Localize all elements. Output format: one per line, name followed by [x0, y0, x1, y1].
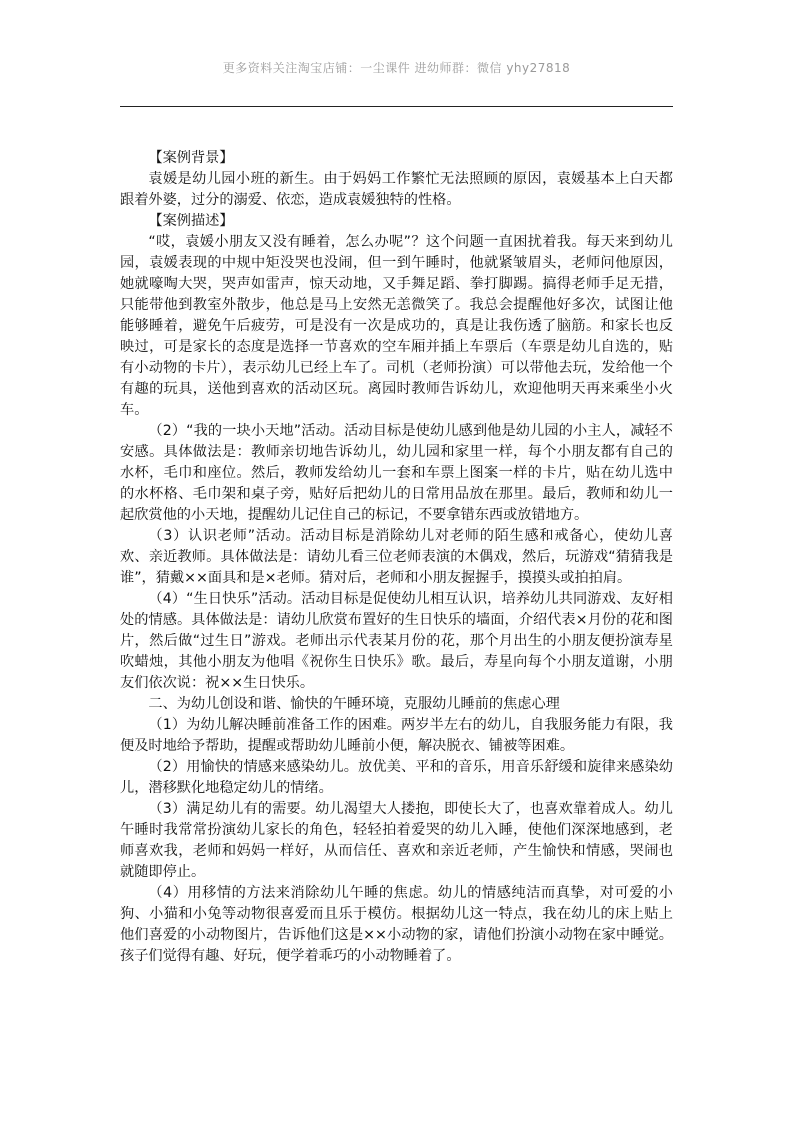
- section-heading-background: 【案例背景】: [148, 150, 234, 166]
- document-body: [120, 148, 673, 967]
- paragraph-activity-3: （3）认识老师”活动。活动目标是消除幼儿对老师的陌生感和戒备心，使幼儿喜欢、亲近教师。具体做法是：请幼儿看三位老师表演的木偶戏，然后，玩游戏“猜猜我是谁”，猜戴××面具和是×老师。猜对后，老师和小朋友握握手，摸摸头或拍拍肩。: [120, 528, 673, 586]
- section-heading-description: 【案例描述】: [148, 213, 234, 229]
- paragraph-background: 袁媛是幼儿园小班的新生。由于妈妈工作繁忙无法照顾的原因，袁媛基本上白天都跟着外婆，过分的溺爱、依恋，造成袁媛独特的性格。: [120, 171, 673, 208]
- paragraph-nap-1: （1）为幼儿解决睡前准备工作的困难。两岁半左右的幼儿，自我服务能力有限，我便及时地给予帮助，提醒或帮助幼儿睡前小便，解决脱衣、铺被等困难。: [120, 717, 673, 754]
- header-divider: [120, 106, 673, 107]
- section-heading-nap-environment: 二、为幼儿创设和谐、愉快的午睡环境，克服幼儿睡前的焦虑心理: [148, 696, 560, 712]
- paragraph-activity-4: （4）“生日快乐”活动。活动目标是促使幼儿相互认识，培养幼儿共同游戏、友好相处的情感。具体做法是：请幼儿欣赏布置好的生日快乐的墙面，介绍代表×月份的花和图片，然后做“过生日”游戏。老师出示代表某月份的花，那个月出生的小朋友便扮演寿星吹蜡烛，其他小朋友为他唱《祝你生日快乐》歌。最后，寿星向每个小朋友道谢，小朋友们依次说：祝××生日快乐。: [120, 591, 673, 691]
- paragraph-nap-2: （2）用愉快的情感来感染幼儿。放优美、平和的音乐，用音乐舒缓和旋律来感染幼儿，潜移默化地稳定幼儿的情绪。: [120, 759, 673, 796]
- paragraph-activity-2: （2）“我的一块小天地”活动。活动目标是使幼儿感到他是幼儿园的小主人，减轻不安感。具体做法是：教师亲切地告诉幼儿，幼儿园和家里一样，每个小朋友都有自己的水杯，毛巾和座位。然后，教师发给幼儿一套和车票上图案一样的卡片，贴在幼儿选中的水杯格、毛巾架和桌子旁，贴好后把幼儿的日常用品放在那里。最后，教师和幼儿一起欣赏他的小天地，提醒幼儿记住自己的标记，不要拿错东西或放错地方。: [120, 423, 673, 523]
- page-header: 更多资料关注淘宝店铺：一尘课件 进幼师群：微信 yhy27818: [222, 61, 571, 75]
- paragraph-nap-3: （3）满足幼儿有的需要。幼儿渴望大人搂抱，即使长大了，也喜欢靠着成人。幼儿午睡时我常常扮演幼儿家长的角色，轻轻拍着爱哭的幼儿入睡，使他们深深地感到，老师喜欢我，老师和妈妈一样好，从而信任、喜欢和亲近老师，产生愉快和情感，哭闹也就随即停止。: [120, 801, 673, 880]
- paragraph-nap-4: （4）用移情的方法来消除幼儿午睡的焦虑。幼儿的情感纯洁而真挚，对可爱的小狗、小猫和小兔等动物很喜爱而且乐于模仿。根据幼儿这一特点，我在幼儿的床上贴上他们喜爱的小动物图片，告诉他们这是××小动物的家，请他们扮演小动物在家中睡觉。孩子们觉得有趣、好玩，便学着乖巧的小动物睡着了。: [120, 885, 673, 964]
- paragraph-description: “哎，袁媛小朋友又没有睡着，怎么办呢”？这个问题一直困扰着我。每天来到幼儿园，袁媛表现的中规中矩没哭也没闹，但一到午睡时，他就紧皱眉头，老师问他原因，她就嚎啕大哭，哭声如雷声，惊天动地，又手舞足蹈、拳打脚踢。搞得老师手足无措，只能带他到教室外散步，他总是马上安然无恙微笑了。我总会提醒他好多次，试图让他能够睡着，避免午后疲劳，可是没有一次是成功的，真是让我伤透了脑筋。和家长也反映过，可是家长的态度是选择一节喜欢的空车厢并插上车票后（车票是幼儿自选的，贴有小动物的卡片），表示幼儿已经上车了。司机（老师扮演）可以带他去玩，发给他一个有趣的玩具，送他到喜欢的活动区玩。离园时教师告诉幼儿，欢迎他明天再来乘坐小火车。: [120, 234, 673, 418]
